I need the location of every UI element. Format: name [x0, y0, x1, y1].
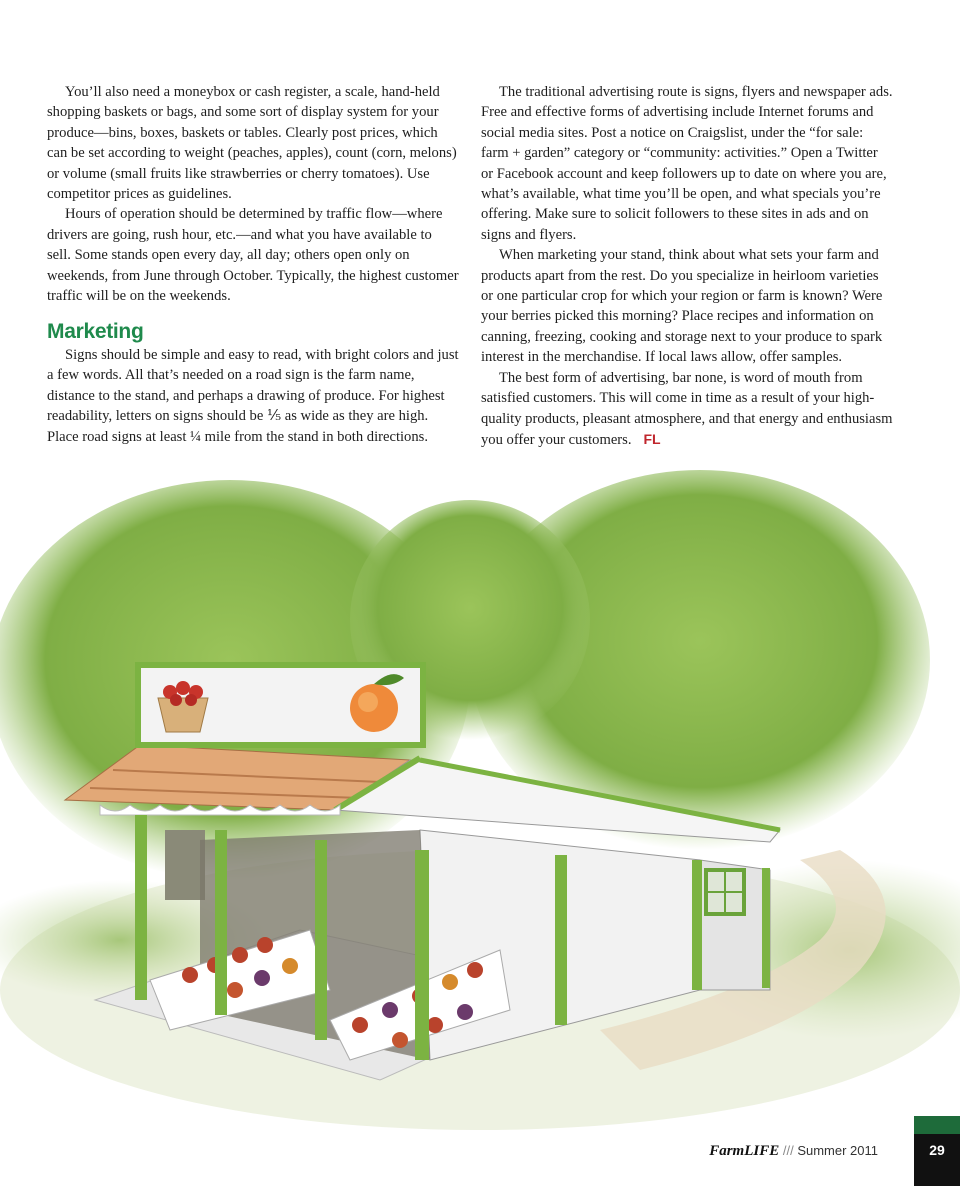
post — [555, 855, 567, 1025]
body-paragraph: The traditional advertising route is signs, flyers and newspaper ads. Free and effective forms of advertising include Internet forums and social media sites. Post a notice on Craigslist, under the “for sale: farm + garden” category or “community: activities.” Open a Twitter or Facebook account and keep followers up to date on where you are, what’s available, what time you’ll be open, and what specials you’re offering. Make sure to solicit followers to these sites in ads and on signs and flyers. — [481, 84, 893, 243]
post — [692, 860, 702, 990]
body-paragraph: You’ll also need a moneybox or cash register, a scale, hand-held shopping baskets or bags, and some sort of display system for your produce—bins, boxes, baskets or tables. Clearly post prices, which can be set according to weight (peaches, apples), count (corn, melons) or volume (small fruits like strawberries or cherry tomatoes). Use competitor prices as guidelines. — [47, 84, 457, 203]
tree-trunk — [165, 830, 205, 900]
page-number-tab — [914, 1116, 960, 1186]
right-column — [481, 82, 893, 450]
footer-separator: /// — [782, 1143, 794, 1158]
magazine-footer — [709, 1143, 878, 1160]
post — [215, 830, 227, 1015]
magazine-name: FarmLIFE — [709, 1143, 780, 1159]
left-column — [47, 82, 459, 447]
section-heading: Marketing — [47, 320, 144, 344]
issue-date: Summer 2011 — [797, 1143, 878, 1158]
body-paragraph: When marketing your stand, think about what sets your farm and products apart from the rest. Do you specialize in heirloom varieties or one particular crop for which your region or farm is known? Were your berries picked this morning? Place recipes and information on canning, freezing, cooking and storage next to your produce to spark interest in the merchandise. If local laws allow, offer samples. — [481, 247, 883, 366]
post — [315, 840, 327, 1040]
body-paragraph-text: The best form of advertising, bar none, is word of mouth from satisfied customers. This will come in time as a result of your high-quality products, pleasant atmosphere, and that energy and enthusiasm you offer your customers. — [481, 369, 893, 448]
page-number: 29 — [929, 1142, 945, 1158]
body-paragraph: Signs should be simple and easy to read, with bright colors and just a few words. All that’s needed on a road sign is the farm name, distance to the stand, and perhaps a drawing of produce. For highest readability, letters on signs should be ⅕ as wide as they are high. Place road signs at least ¼ mile from the stand in both directions. — [47, 346, 459, 445]
end-mark: FL — [643, 430, 661, 447]
farm-stand-illustration — [0, 470, 960, 1146]
body-paragraph: Hours of operation should be determined by traffic flow—where drivers are going, rush hour, etc.—and what you have available to sell. Some stands open every day, all day; others open only on weekends, from June through October. Typically, the highest customer traffic will be on the weekends. — [47, 206, 459, 305]
post — [415, 850, 429, 1060]
post — [762, 868, 770, 988]
post — [135, 815, 147, 1000]
strawberry-basket-drawing — [158, 681, 208, 732]
body-paragraph — [481, 368, 893, 451]
